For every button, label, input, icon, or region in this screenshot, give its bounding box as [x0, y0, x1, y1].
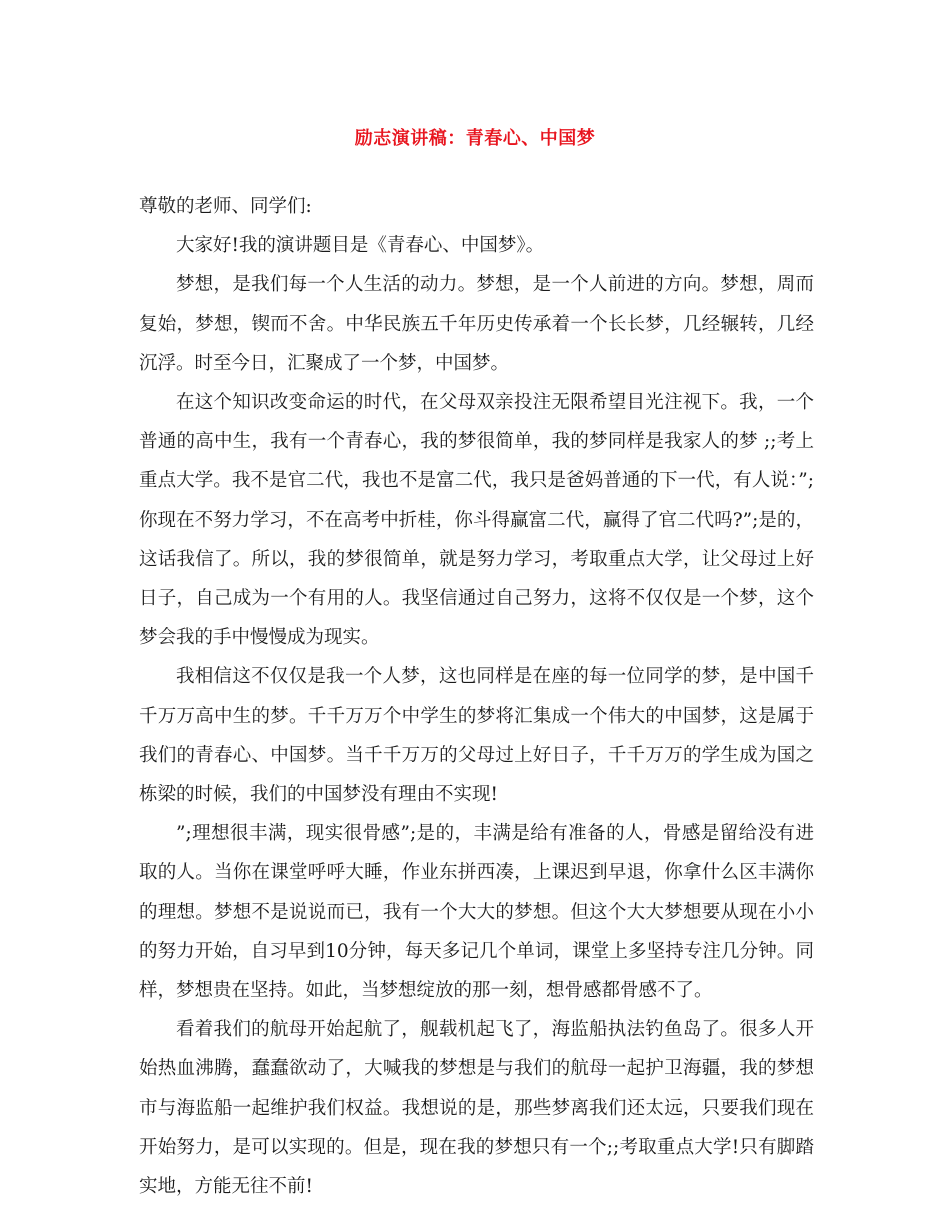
paragraph-ideal-reality: ”;理想很丰满，现实很骨感”;是的，丰满是给有准备的人，骨感是留给没有进取的人。当你在课堂呼呼大睡，作业东拼西凑，上课迟到早退，你拿什么区丰满你的理想。梦想不是说说而已，我有一个大大的梦想。但这个大大梦想要从现在小小的努力开始，自习早到10分钟，每天多记几个单词，课堂上多坚持专注几分钟。同样，梦想贵在坚持。如此，当梦想绽放的那一刻，想骨感都骨感不了。	[139, 823, 814, 1002]
paragraph-conclusion: 看着我们的航母开始起航了，舰载机起飞了，海监船执法钓鱼岛了。很多人开始热血沸腾，蠢蠢欲动了，大喊我的梦想是与我们的航母一起护卫海疆，我的梦想市与海监船一起维护我们权益。我想说的是，那些梦离我们还太远，只要我们现在开始努力，是可以实现的。但是，现在我的梦想只有一个;;考取重点大学!只有脚踏实地，方能无往不前!	[139, 1019, 814, 1198]
paragraph-shared-dream: 我相信这不仅仅是我一个人梦，这也同样是在座的每一位同学的梦，是中国千千万万高中生的梦。千千万万个中学生的梦将汇集成一个伟大的中国梦，这是属于我们的青春心、中国梦。当千千万万的父母过上好日子，千千万万的学生成为国之栋梁的时候，我们的中国梦没有理由不实现!	[139, 666, 814, 806]
document-title: 励志演讲稿：青春心、中国梦	[354, 128, 596, 149]
salutation: 尊敬的老师、同学们:	[139, 196, 312, 217]
paragraph-dream-meaning: 梦想，是我们每一个人生活的动力。梦想，是一个人前进的方向。梦想，周而复始，梦想，锲而不舍。中华民族五千年历史传承着一个长长梦，几经辗转，几经沉浮。时至今日，汇聚成了一个梦，中国梦。	[139, 274, 814, 374]
paragraph-personal-dream: 在这个知识改变命运的时代，在父母双亲投注无限希望目光注视下。我，一个普通的高中生，我有一个青春心，我的梦很简单，我的梦同样是我家人的梦 ;;考上重点大学。我不是官二代，我也不是富二代，我只是爸妈普通的下一代，有人说：”;你现在不努力学习，不在高考中折桂，你斗得赢富二代，赢得了官二代吗?”;是的，这话我信了。所以，我的梦很简单，就是努力学习，考取重点大学，让父母过上好日子，自己成为一个有用的人。我坚信通过自己努力，这将不仅仅是一个梦，这个梦会我的手中慢慢成为现实。	[139, 392, 814, 649]
paragraph-greeting: 大家好!我的演讲题目是《青春心、中国梦》。	[176, 235, 545, 257]
document-body	[139, 187, 814, 1206]
